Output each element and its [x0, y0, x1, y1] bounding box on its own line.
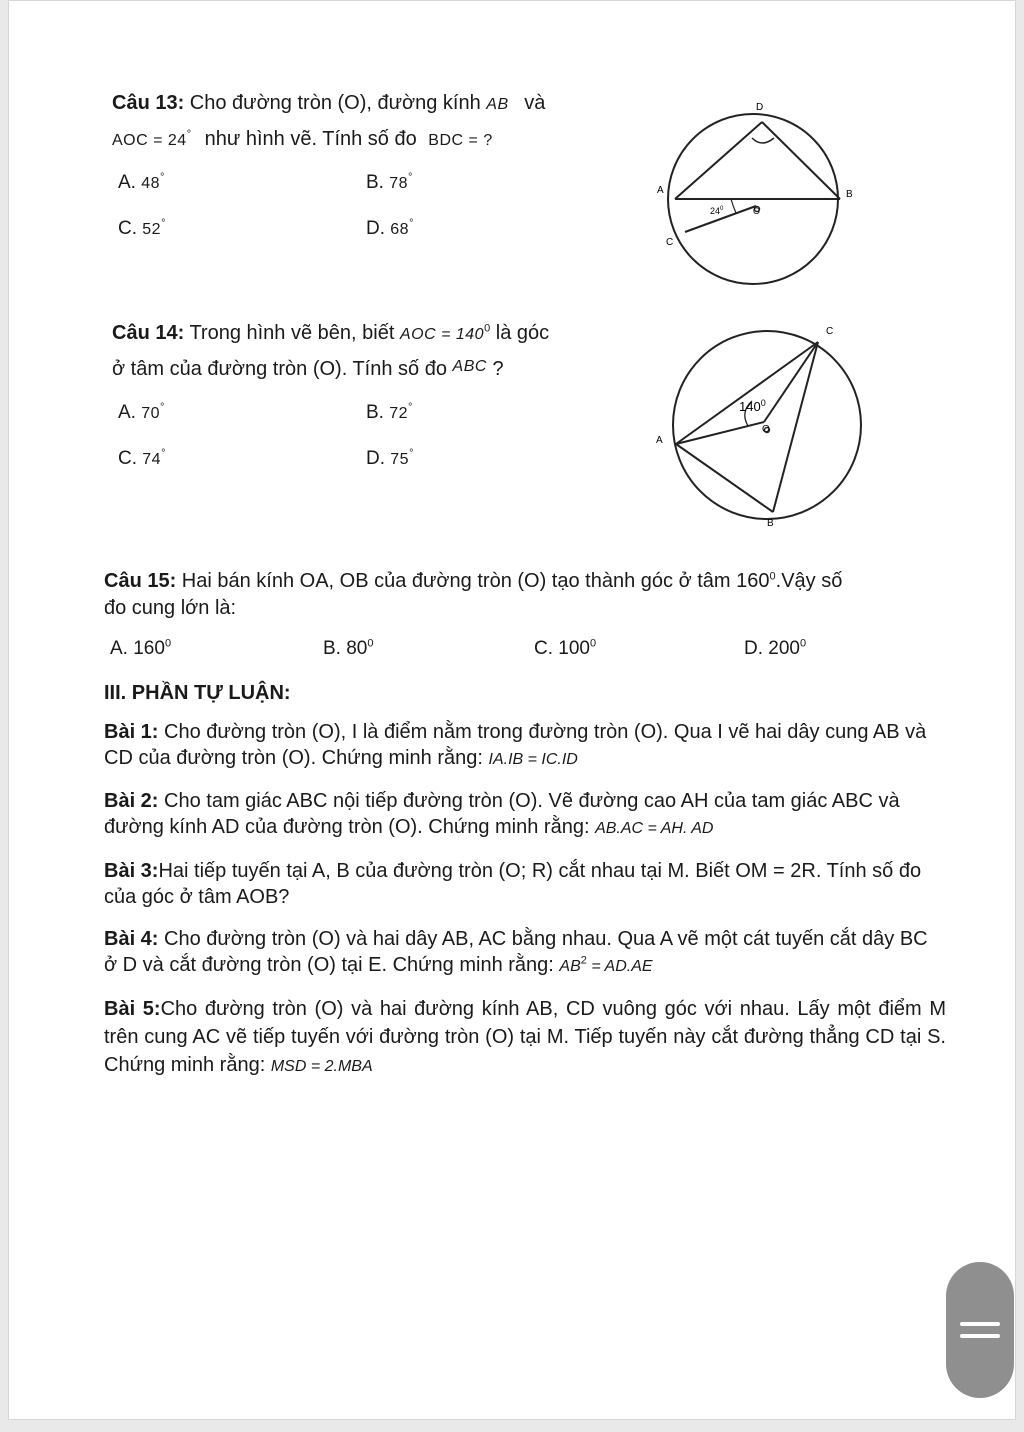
- menu-icon-bar-bottom: [960, 1334, 1000, 1338]
- q14-line1: [112, 320, 549, 348]
- bai1-label: Bài 1:: [104, 721, 159, 743]
- q14-label-c: C: [826, 326, 834, 337]
- q13-angle-unit: 0: [720, 206, 724, 212]
- bai3-paragraph: [104, 858, 946, 910]
- q13-aoc: AOC = 24: [112, 132, 187, 149]
- bai3-text: Hai tiếp tuyến tại A, B của đường tròn (O; R) cắt nhau tại M. Biết OM = 2R. Tính số đo của góc ở tâm AOB?: [104, 860, 922, 908]
- q14-radius-oa: [676, 422, 764, 444]
- option-unit: °: [408, 171, 413, 184]
- q14-text2: là góc: [490, 322, 550, 344]
- bai4-formula-base: AB: [559, 958, 581, 975]
- q14-angle-unit: 0: [760, 398, 766, 408]
- option-unit: 0: [589, 637, 597, 650]
- option-unit: 0: [164, 637, 172, 650]
- option-unit: °: [409, 217, 414, 230]
- q14-line2: [112, 356, 504, 384]
- q14-chord-ac: [676, 342, 818, 444]
- option-letter: C.: [118, 448, 137, 469]
- q13-label-o: O: [753, 206, 761, 216]
- q13-label-a: A: [657, 185, 664, 196]
- option-value: 52: [142, 221, 162, 238]
- bai5-label: Bài 5:: [104, 998, 161, 1020]
- q13-text1: Cho đường tròn (O), đường kính: [184, 92, 487, 114]
- q15-option-a: [110, 638, 171, 660]
- option-letter: B.: [323, 638, 341, 659]
- option-unit: 0: [799, 637, 807, 650]
- option-unit: °: [160, 171, 165, 184]
- option-letter: D.: [744, 638, 763, 659]
- option-letter: A.: [118, 172, 136, 193]
- q13-angle-value: 24: [710, 206, 721, 216]
- bai4-paragraph: [104, 926, 946, 980]
- option-letter: C.: [534, 638, 553, 659]
- option-letter: D.: [366, 448, 385, 469]
- q14-angle-value: 140: [739, 399, 761, 414]
- option-value: 74: [142, 451, 162, 468]
- q14-qmark: ?: [486, 358, 504, 380]
- q13-option-a: [118, 172, 164, 194]
- bai1-text: Cho đường tròn (O), I là điểm nằm trong đường tròn (O). Qua I vẽ hai dây cung AB và CD của đường tròn (O). Chứng minh rằng:: [104, 721, 927, 769]
- bai5-formula: MSD = 2.MBA: [270, 1058, 373, 1075]
- q14-chord-cb: [773, 342, 818, 512]
- q13-aoc-deg: °: [186, 128, 192, 141]
- q15-option-c: [534, 638, 596, 660]
- q14-line2-text: ở tâm của đường tròn (O). Tính số đo: [112, 358, 453, 380]
- bai2-label: Bài 2:: [104, 790, 159, 812]
- bai5-text: Cho đường tròn (O) và hai đường kính AB, CD vuông góc với nhau. Lấy một điểm M trên cung AC vẽ tiếp tuyến với đường tròn (O) tại M. Tiếp tuyến này cắt đường thẳng CD tại S. Chứng minh rằng:: [104, 998, 946, 1076]
- q13-option-d: [366, 218, 413, 240]
- option-letter: D.: [366, 218, 385, 239]
- q15-option-b: [323, 638, 374, 660]
- q14-option-d: [366, 448, 413, 470]
- option-value: 75: [390, 451, 410, 468]
- option-value: 70: [141, 405, 161, 422]
- q14-option-c: [118, 448, 165, 470]
- q13-bdc: BDC = ?: [428, 132, 493, 149]
- q13-label-d: D: [756, 102, 764, 113]
- bai2-text: Cho tam giác ABC nội tiếp đường tròn (O). Vẽ đường cao AH của tam giác ABC và đường kính AD của đường tròn (O). Chứng minh rằng:: [104, 790, 900, 838]
- q13-label-c: C: [666, 237, 674, 248]
- option-value: 200: [768, 638, 800, 659]
- q14-abc: ABC: [452, 358, 487, 375]
- q13-option-c: [118, 218, 165, 240]
- option-value: 68: [390, 221, 410, 238]
- q14-label: Câu 14:: [112, 322, 185, 344]
- q13-va: và: [524, 92, 546, 114]
- option-unit: °: [161, 447, 166, 460]
- q15-label: Câu 15:: [104, 570, 177, 592]
- q13-chord-da: [675, 122, 762, 199]
- q13-line2: [112, 126, 493, 154]
- bai4-formula-sup: 2: [580, 954, 587, 967]
- option-unit: °: [408, 401, 413, 414]
- option-unit: °: [409, 447, 414, 460]
- q15-sup: 0: [769, 570, 776, 583]
- q13-label-b: B: [846, 189, 853, 200]
- option-letter: C.: [118, 218, 137, 239]
- bai1-formula: IA.IB = IC.ID: [488, 751, 578, 768]
- bai4-text: Cho đường tròn (O) và hai dây AB, AC bằng nhau. Qua A vẽ một cát tuyến cắt dây BC ở D và cắt đường tròn (O) tại E. Chứng minh rằng:: [104, 928, 928, 976]
- q14-label-o: O: [762, 424, 770, 435]
- q14-radius-oc: [764, 342, 818, 422]
- option-letter: A.: [118, 402, 136, 423]
- q13-angle-arc-d: [752, 138, 774, 143]
- q14-text1: Trong hình vẽ bên, biết: [184, 322, 400, 344]
- floating-menu-button[interactable]: [946, 1262, 1014, 1398]
- bai5-paragraph: [104, 995, 946, 1081]
- q14-option-b: [366, 402, 412, 424]
- q15-text2: .Vậy số: [775, 570, 843, 592]
- bai4-label: Bài 4:: [104, 928, 159, 950]
- option-letter: B.: [366, 402, 384, 423]
- q14-option-a: [118, 402, 164, 424]
- q15-option-d: [744, 638, 806, 660]
- q13-ab: AB: [486, 96, 509, 113]
- option-value: 78: [389, 175, 409, 192]
- q14-aoc: AOC = 140: [399, 326, 485, 343]
- q13-angle-arc-o: [731, 199, 736, 213]
- q13-line1: [112, 90, 545, 118]
- q14-figure: [650, 318, 870, 533]
- q13-option-b: [366, 172, 412, 194]
- option-value: 100: [558, 638, 590, 659]
- option-unit: °: [161, 217, 166, 230]
- q14-label-a: A: [656, 435, 663, 446]
- q15-line1: [104, 568, 842, 594]
- bai1-paragraph: [104, 719, 946, 773]
- bai3-label: Bài 3:: [104, 860, 159, 882]
- q13-text2: như hình vẽ. Tính số đo: [204, 128, 417, 150]
- menu-icon-bar-top: [960, 1322, 1000, 1326]
- option-letter: A.: [110, 638, 128, 659]
- option-unit: 0: [367, 637, 374, 650]
- bai2-paragraph: [104, 788, 946, 842]
- option-letter: B.: [366, 172, 384, 193]
- option-value: 48: [141, 175, 161, 192]
- bai4-formula-rest: = AD.AE: [586, 958, 653, 975]
- q14-aoc-sup: 0: [484, 322, 491, 335]
- q14-angle-label: [739, 398, 766, 414]
- option-value: 80: [346, 638, 368, 659]
- q14-label-b: B: [767, 518, 774, 529]
- option-value: 160: [133, 638, 165, 659]
- section-title: III. PHẦN TỰ LUẬN:: [104, 682, 291, 704]
- q13-label: Câu 13:: [112, 92, 185, 114]
- bai2-formula: AB.AC = AH. AD: [595, 820, 714, 837]
- q15-line2: đo cung lớn là:: [104, 597, 237, 619]
- option-unit: °: [160, 401, 165, 414]
- q13-figure: [648, 92, 868, 288]
- q13-angle-label: [710, 206, 724, 216]
- q15-text1: Hai bán kính OA, OB của đường tròn (O) tạo thành góc ở tâm 160: [176, 570, 770, 592]
- option-value: 72: [389, 405, 409, 422]
